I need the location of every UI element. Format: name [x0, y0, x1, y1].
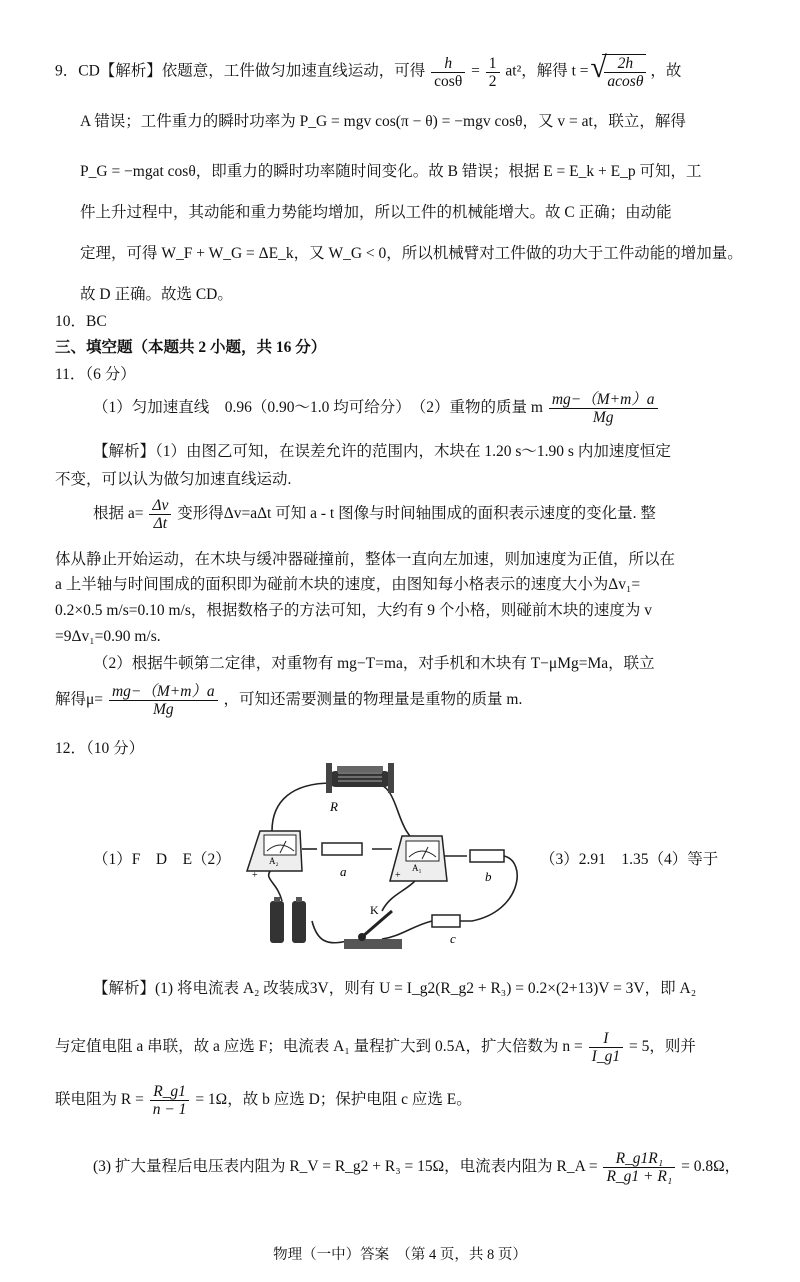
q11-explain-8: （2）根据牛顿第二定律，对重物有 mg−T=ma，对手机和木块有 T−μMg=Ma，联立 [93, 655, 655, 672]
q11-explain-1: 【解析】（1）由图乙可知，在误差允许的范围内，木块在 1.20 s～1.90 s 内加速度恒定 [93, 443, 671, 460]
q12-heading: 12．（10 分） [55, 740, 145, 757]
label-K: K [370, 903, 379, 917]
q12-answer-left: （1）F D E（2） [93, 851, 231, 868]
q12-explain-2: 与定值电阻 a 串联，故 a 应选 F；电流表 A₁ 量程扩大到 0.5A，扩大倍数为 n = $\frac{I}{I\_g1}$ = 5，则并 [55, 1030, 696, 1066]
sqrt-expression: √ $\frac{2h}{acos\theta}$ [602, 54, 646, 90]
battery-icon [270, 897, 306, 943]
label-R: R [330, 799, 338, 814]
q9-line4: 件上升过程中，其动能和重力势能均增加，所以工件的机械能增大。故 C 正确；由动能 [80, 204, 672, 221]
q11-explain-9: 解得μ= $\frac{mg-(M+m)a}{Mg}$ ，可知还需要测量的物理量是重物的质量 m. [55, 683, 523, 719]
fraction: $\frac{mg-(M+m)a}{Mg}$ [549, 391, 658, 426]
q9-line2: A 错误；工件重力的瞬时功率为 P_G = mgv cos(π − θ) = −mgv cosθ，又 v = at，联立，解得 [80, 113, 686, 130]
label-A2: A₂ [269, 856, 279, 866]
label-a: a [340, 864, 347, 879]
q11-explain-3: 根据 a= $\frac{\Delta v}{\Delta t}$ 变形得Δv=aΔt 可知 a - t 图像与时间轴围成的面积表示速度的变化量. 整 [93, 497, 656, 533]
q9-line1: 9．CD【解析】依题意，工件做匀加速直线运动，可得 $\frac{h}{\cos\theta}$ = $\frac{1}{2}$ at²，解得 t = √ $\frac{2h}{acos\theta}$ ，故 [55, 54, 681, 90]
q12-answer-right: （3）2.91 1.35（4）等于 [540, 851, 719, 868]
q11-answer: （1）匀加速直线 0.96（0.90～1.0 均可给分） （2）重物的质量 m $\frac{mg-(M+m)a}{Mg}$ [93, 391, 660, 426]
label-b: b [485, 869, 492, 884]
plus-sign-A1: + [395, 870, 401, 881]
circuit-diagram [242, 761, 532, 961]
resistor-b [470, 850, 504, 862]
q9-text: 9．CD【解析】依题意，工件做匀加速直线运动，可得 [55, 62, 426, 80]
fraction: $\frac{\text{R\_g1R₁}}{\text{R\_g1 + R₁}}$ [603, 1150, 675, 1185]
resistor-a [322, 843, 362, 855]
label-c: c [450, 931, 456, 946]
q11-explain-5: a 上半轴与时间围成的面积即为碰前木块的速度，由图知每小格表示的速度大小为Δv₁= [55, 576, 641, 593]
q11-heading: 11．（6 分） [55, 366, 136, 383]
fraction: $\frac{I}{I\_g1}$ [589, 1030, 623, 1065]
fraction: $\frac{h}{\cos\theta}$ [431, 55, 465, 90]
q9-line6: 故 D 正确。故选 CD。 [80, 286, 233, 303]
q11-explain-6: 0.2×0.5 m/s=0.10 m/s，根据数格子的方法可知，大约有 9 个小格，则碰前木块的速度为 v [55, 602, 653, 619]
q11-explain-2: 不变，可以认为做匀加速直线运动. [55, 471, 292, 488]
label-A1: A₁ [412, 863, 422, 873]
page-footer: 物理（一中）答案 （第 4 页，共 8 页） [273, 1247, 527, 1263]
q12-explain-3: 联电阻为 R = $\frac{R\_g1}{n - 1}$ = 1Ω，故 b 应选 D；保护电阻 c 应选 E。 [55, 1083, 472, 1119]
rheostat [326, 763, 394, 793]
q10-answer: 10．BC [55, 313, 107, 330]
q9-line5: 定理，可得 W_F + W_G = ΔE_k，又 W_G < 0，所以机械臂对工件做的功大于工件动能的增加量。 [80, 245, 743, 262]
fraction: $\frac{mg-(M+m)a}{Mg}$ [109, 683, 218, 718]
fraction: $\frac{\Delta v}{\Delta t}$ [149, 497, 171, 532]
section-heading: 三、填空题（本题共 2 小题，共 16 分） [55, 339, 327, 356]
q11-explain-4: 体从静止开始运动，在木块与缓冲器碰撞前，整体一直向左加速，则加速度为正值，所以在 [55, 551, 676, 568]
q9-line3: P_G = −mgat cosθ，即重力的瞬时功率随时间变化。故 B 错误；根据 E = E_k + E_p 可知，工 [80, 163, 702, 180]
q12-explain-1: 【解析】(1) 将电流表 A₂ 改装成3V，则有 U = I_g2(R_g2 + R₃) = 0.2×(2+13)V = 3V，即 A₂ [93, 980, 697, 997]
q12-explain-4: (3) 扩大量程后电压表内阻为 R_V = R_g2 + R₃ = 15Ω，电流表内阻为 R_A = $\frac{\text{R\_g1R₁}}{\text{R\_g1 + R₁}}$ = 0.8Ω， [93, 1150, 741, 1186]
resistor-c [432, 915, 460, 927]
fraction: $\frac{R\_g1}{n - 1}$ [150, 1083, 190, 1118]
q11-explain-7: =9Δv₁=0.90 m/s. [55, 628, 161, 645]
fraction: $\frac{1}{2}$ [486, 55, 500, 90]
plus-sign-A2: + [252, 870, 258, 881]
